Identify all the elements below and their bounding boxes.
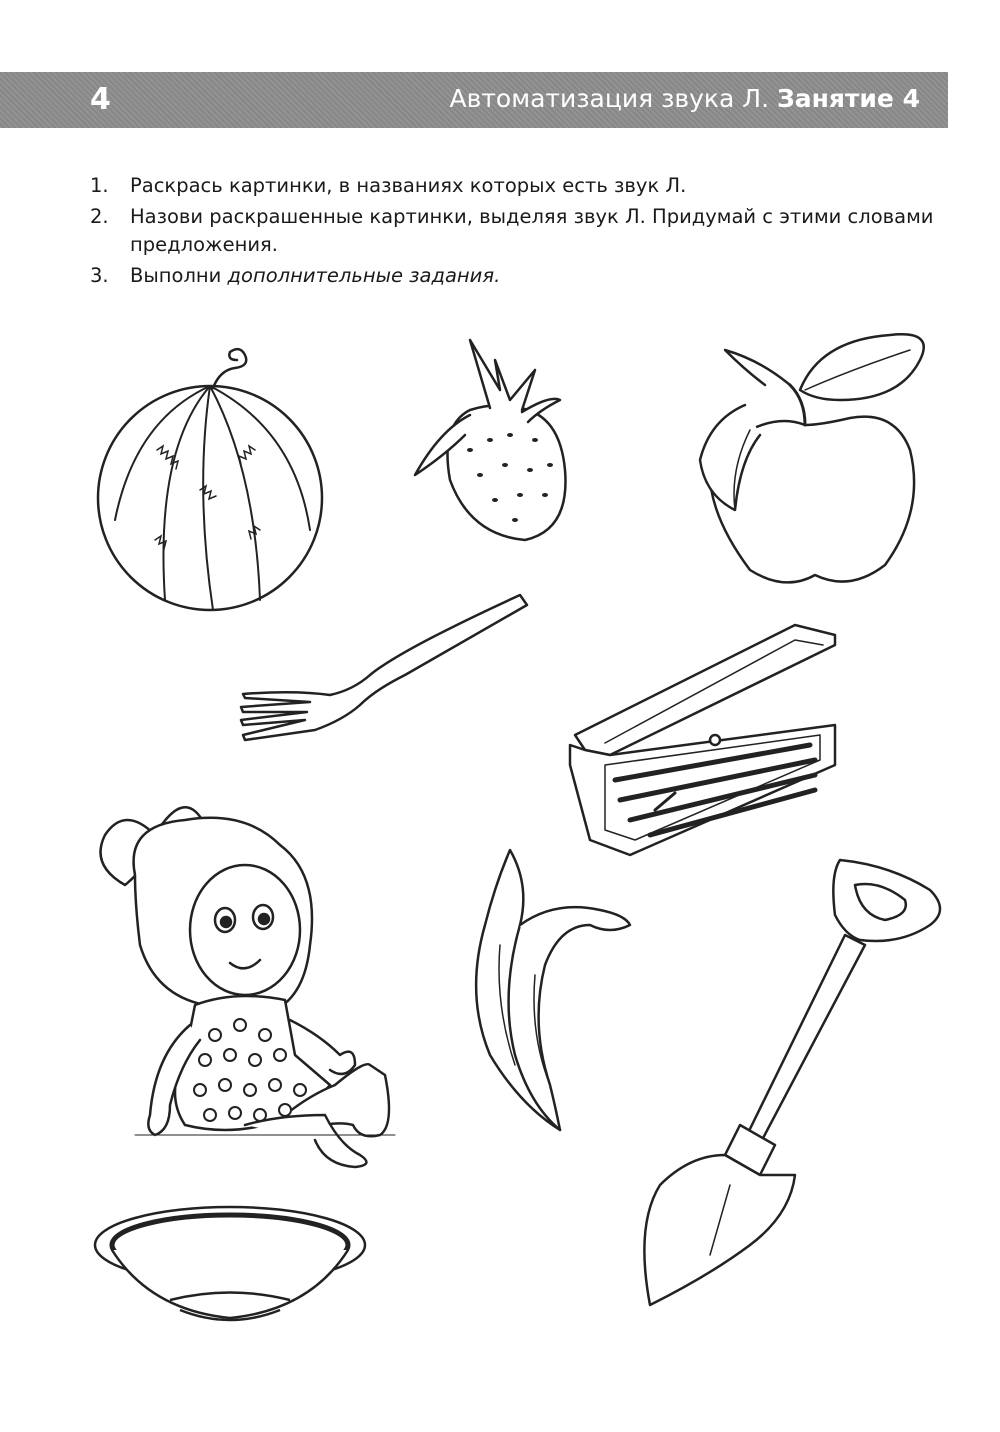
task-number: 3. [90, 264, 109, 287]
task-text: Выполни [130, 264, 228, 287]
task-text-italic: дополнительные задания. [227, 264, 501, 287]
shovel-picture [630, 855, 950, 1315]
lesson-title-regular: Автоматизация звука Л. [449, 84, 770, 113]
fork-picture [235, 590, 535, 760]
apple-picture [690, 330, 940, 590]
task-number: 2. [90, 205, 109, 228]
task-text: Назови раскрашенные картинки, выделяя звук Л. Придумай с этими словами предложения. [130, 205, 934, 256]
page-header [0, 72, 948, 128]
lesson-title [450, 84, 920, 113]
task-item [90, 203, 970, 259]
lesson-title-bold: Занятие 4 [776, 84, 920, 113]
pencil-case-picture [565, 615, 845, 860]
task-item [90, 172, 970, 200]
task-text: Раскрась картинки, в названиях которых есть звук Л. [130, 174, 687, 197]
doll-picture [95, 795, 425, 1170]
task-item [90, 262, 970, 290]
banana-picture [460, 845, 640, 1135]
task-list [90, 172, 970, 293]
strawberry-picture [410, 330, 580, 550]
plate-picture [90, 1200, 370, 1330]
task-number: 1. [90, 174, 109, 197]
watermelon-picture [95, 330, 335, 615]
page-number: 4 [90, 82, 111, 117]
